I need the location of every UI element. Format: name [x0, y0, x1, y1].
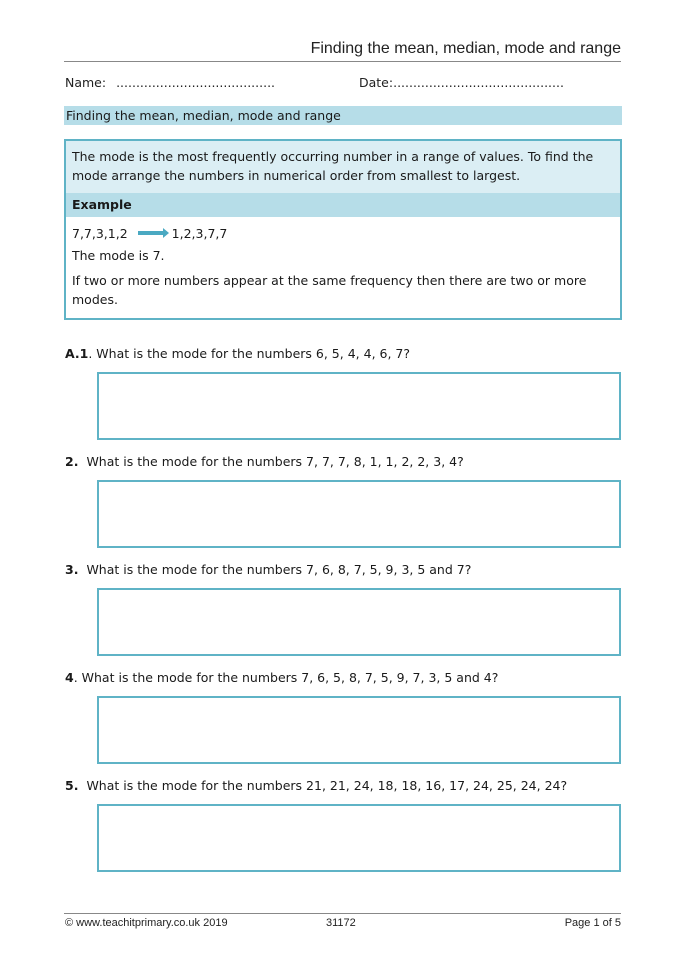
example-sorted: 1,2,3,7,7: [171, 225, 228, 241]
example-unsorted: 7,7,3,1,2: [72, 225, 128, 241]
question-number: 2.: [65, 454, 79, 469]
question-number: 5.: [65, 778, 79, 793]
answer-box-3[interactable]: [97, 588, 621, 656]
question-text: . What is the mode for the numbers 6, 5, 4, 4, 6, 7?: [88, 346, 410, 361]
question-text: . What is the mode for the numbers 7, 6, 5, 8, 7, 5, 9, 7, 3, 5 and 4?: [73, 670, 499, 685]
question-1: [65, 346, 410, 361]
question-3: [65, 562, 471, 577]
page-title: Finding the mean, median, mode and range: [310, 40, 621, 57]
header-divider: [64, 61, 621, 62]
question-5: [65, 778, 567, 793]
date-blank: ...........................................: [393, 75, 564, 90]
question-number: 3.: [65, 562, 79, 577]
name-field[interactable]: [65, 75, 275, 90]
footer-code: 31172: [326, 917, 356, 929]
question-number: A.1: [65, 346, 89, 361]
question-4: [65, 670, 498, 685]
section-heading: Finding the mean, median, mode and range: [64, 106, 622, 125]
question-2: [65, 454, 464, 469]
date-field[interactable]: [359, 75, 564, 90]
info-box: [64, 139, 622, 320]
question-text: What is the mode for the numbers 21, 21, 24, 18, 18, 16, 17, 24, 25, 24, 24?: [86, 778, 568, 793]
answer-box-2[interactable]: [97, 480, 621, 548]
example-line: [72, 222, 614, 244]
info-intro: The mode is the most frequently occurring number in a range of values. To find the mode arrange the numbers in numerical order from smallest to largest.: [66, 141, 620, 193]
example-result: The mode is 7.: [72, 248, 165, 263]
footer-copyright: © www.teachitprimary.co.uk 2019: [65, 917, 228, 929]
answer-box-4[interactable]: [97, 696, 621, 764]
name-label: Name:: [65, 75, 107, 90]
date-label: Date:: [359, 75, 394, 90]
example-note: If two or more numbers appear at the same frequency then there are two or more modes.: [72, 273, 587, 307]
answer-box-5[interactable]: [97, 804, 621, 872]
footer-page: Page 1 of 5: [564, 917, 621, 929]
question-text: What is the mode for the numbers 7, 6, 8, 7, 5, 9, 3, 5 and 7?: [86, 562, 472, 577]
example-body: [66, 217, 620, 309]
answer-box-1[interactable]: [97, 372, 621, 440]
footer-divider: [64, 913, 621, 914]
example-heading: Example: [66, 193, 620, 217]
right-arrow-icon: [138, 231, 164, 235]
question-text: What is the mode for the numbers 7, 7, 7, 8, 1, 1, 2, 2, 3, 4?: [86, 454, 464, 469]
question-number: 4: [65, 670, 74, 685]
name-blank: ........................................: [116, 75, 276, 90]
